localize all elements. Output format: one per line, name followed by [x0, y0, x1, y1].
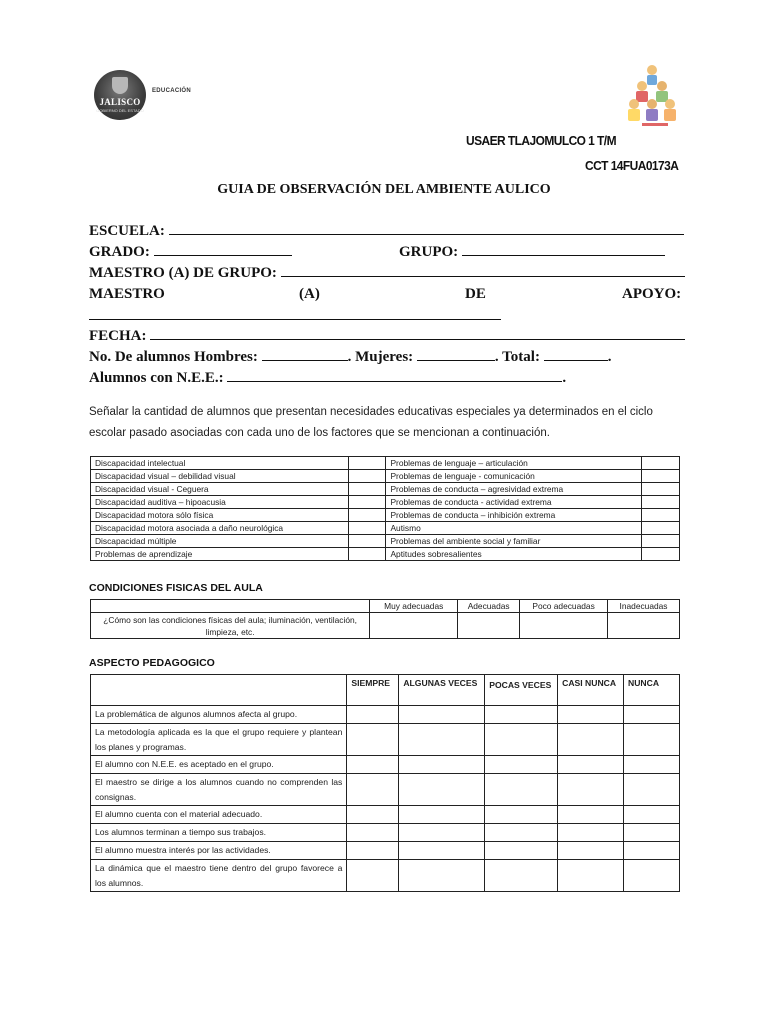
cct-label: CCT 14FUA0173A [585, 158, 679, 173]
pedagogico-statement: El maestro se dirige a los alumnos cuando no comprenden las consignas. [91, 774, 347, 806]
answer-cell[interactable] [399, 706, 485, 724]
condiciones-corner [91, 600, 370, 613]
factor-count-cell[interactable] [642, 509, 680, 522]
factor-count-cell[interactable] [642, 548, 680, 561]
col-pocas-veces: POCAS VECES [485, 675, 558, 706]
answer-cell[interactable] [558, 724, 624, 756]
factor-label: Problemas de lenguaje – articulación [386, 457, 642, 470]
answer-cell[interactable] [399, 842, 485, 860]
maestro-a-label: (A) [299, 286, 320, 302]
logo-subtext: GOBIERNO DEL ESTADO [96, 108, 144, 113]
answer-cell[interactable] [347, 806, 399, 824]
factor-label: Discapacidad auditiva – hipoacusia [91, 496, 349, 509]
fecha-blank[interactable] [150, 327, 685, 340]
maestro-grupo-blank[interactable] [281, 264, 685, 277]
answer-cell[interactable] [624, 774, 680, 806]
factor-count-cell[interactable] [348, 509, 386, 522]
grado-blank[interactable] [154, 243, 292, 256]
answer-cell[interactable] [399, 756, 485, 774]
answer-cell[interactable] [624, 842, 680, 860]
factor-row [91, 548, 680, 561]
answer-cell[interactable] [485, 756, 558, 774]
condiciones-table [90, 599, 680, 639]
instructions-text: Señalar la cantidad de alumnos que presentan necesidades educativas especiales ya determinados en el ciclo escolar pasado asociadas con cada uno de los factores que se mencionan a continuación. [89, 406, 653, 439]
answer-cell[interactable] [485, 774, 558, 806]
answer-cell[interactable] [347, 706, 399, 724]
factor-label: Autismo [386, 522, 642, 535]
factor-row [91, 509, 680, 522]
factor-label: Problemas de lenguaje - comunicación [386, 470, 642, 483]
escuela-label: ESCUELA: [89, 223, 165, 239]
answer-cell[interactable] [520, 613, 608, 639]
answer-cell[interactable] [485, 706, 558, 724]
escuela-blank[interactable] [169, 222, 684, 235]
alumnos-nee-line [89, 369, 566, 387]
factor-count-cell[interactable] [642, 457, 680, 470]
children-pyramid-icon [622, 62, 688, 128]
grado-line [89, 243, 292, 261]
factor-count-cell[interactable] [642, 535, 680, 548]
pedagogico-statement: El alumno muestra interés por las actividades. [91, 842, 347, 860]
factor-label: Discapacidad visual - Ceguera [91, 483, 349, 496]
grupo-label: GRUPO: [399, 244, 459, 260]
answer-cell[interactable] [485, 724, 558, 756]
logo-text: JALISCO [99, 97, 141, 107]
mujeres-blank[interactable] [417, 348, 495, 361]
factor-label: Aptitudes sobresalientes [386, 548, 642, 561]
answer-cell[interactable] [347, 724, 399, 756]
factor-label: Problemas de aprendizaje [91, 548, 349, 561]
factor-count-cell[interactable] [348, 496, 386, 509]
col-poco-adecuadas: Poco adecuadas [520, 600, 608, 613]
pedagogico-statement: El alumno cuenta con el material adecuado. [91, 806, 347, 824]
answer-cell[interactable] [558, 706, 624, 724]
pedagogico-statement: La problemática de algunos alumnos afecta al grupo. [91, 706, 347, 724]
grupo-line [399, 243, 665, 261]
answer-cell[interactable] [558, 756, 624, 774]
factor-label: Discapacidad intelectual [91, 457, 349, 470]
factor-label: Problemas de conducta – agresividad extrema [386, 483, 642, 496]
factor-count-cell[interactable] [348, 535, 386, 548]
answer-cell[interactable] [558, 774, 624, 806]
pedagogico-row [91, 756, 680, 774]
answer-cell[interactable] [624, 860, 680, 892]
pedagogico-table [90, 674, 680, 892]
pedagogico-row [91, 842, 680, 860]
pedagogico-row [91, 860, 680, 892]
pedagogico-statement: El alumno con N.E.E. es aceptado en el grupo. [91, 756, 347, 774]
condiciones-title: CONDICIONES FISICAS DEL AULA [89, 582, 263, 594]
factor-label: Problemas de conducta – inhibición extrema [386, 509, 642, 522]
col-casi-nunca: CASI NUNCA [558, 675, 624, 706]
maestro-grupo-line [89, 264, 685, 282]
alumnos-nee-blank[interactable] [227, 369, 562, 382]
department-label: EDUCACIÓN [152, 88, 192, 94]
mujeres-label: . Mujeres: [347, 349, 414, 365]
factor-count-cell[interactable] [348, 522, 386, 535]
factor-count-cell[interactable] [348, 470, 386, 483]
no-alumnos-line [89, 348, 611, 366]
grado-label: GRADO: [89, 244, 150, 260]
col-adecuadas: Adecuadas [458, 600, 520, 613]
answer-cell[interactable] [608, 613, 680, 639]
answer-cell[interactable] [558, 806, 624, 824]
answer-cell[interactable] [399, 724, 485, 756]
total-blank[interactable] [544, 348, 608, 361]
factor-count-cell[interactable] [642, 483, 680, 496]
fecha-label: FECHA: [89, 328, 147, 344]
factor-row [91, 496, 680, 509]
answer-cell[interactable] [624, 756, 680, 774]
pedagogico-title: ASPECTO PEDAGOGICO [89, 657, 215, 669]
col-nunca: NUNCA [624, 675, 680, 706]
pedagogico-row [91, 806, 680, 824]
answer-cell[interactable] [558, 842, 624, 860]
escuela-line [89, 222, 684, 240]
col-siempre: SIEMPRE [347, 675, 399, 706]
col-algunas-veces: ALGUNAS VECES [399, 675, 485, 706]
factor-label: Discapacidad múltiple [91, 535, 349, 548]
maestro-apoyo-blank[interactable] [89, 306, 501, 320]
end-dot-2: . [562, 370, 567, 386]
factor-label: Discapacidad motora sólo física [91, 509, 349, 522]
factor-label: Discapacidad visual – debilidad visual [91, 470, 349, 483]
hombres-blank[interactable] [262, 348, 348, 361]
factor-row [91, 522, 680, 535]
factor-label: Discapacidad motora asociada a daño neurológica [91, 522, 349, 535]
condiciones-question: ¿Cómo son las condiciones físicas del aula; iluminación, ventilación, limpieza, etc. [91, 613, 370, 639]
factor-row [91, 470, 680, 483]
pedagogico-statement: Los alumnos terminan a tiempo sus trabajos. [91, 824, 347, 842]
factor-count-cell[interactable] [642, 496, 680, 509]
pedagogico-row [91, 706, 680, 724]
answer-cell[interactable] [347, 774, 399, 806]
answer-cell[interactable] [558, 824, 624, 842]
jalisco-logo [92, 70, 252, 120]
factor-row [91, 457, 680, 470]
answer-cell[interactable] [624, 806, 680, 824]
factor-row [91, 483, 680, 496]
answer-cell[interactable] [399, 806, 485, 824]
factor-count-cell[interactable] [348, 457, 386, 470]
answer-cell[interactable] [458, 613, 520, 639]
answer-cell[interactable] [347, 842, 399, 860]
factor-count-cell[interactable] [348, 483, 386, 496]
answer-cell[interactable] [347, 824, 399, 842]
fecha-line [89, 327, 685, 345]
hombres-label: No. De alumnos Hombres: [89, 349, 258, 365]
pedagogico-statement: La metodología aplicada es la que el grupo requiere y plantean los planes y programas. [91, 724, 347, 756]
answer-cell[interactable] [558, 860, 624, 892]
answer-cell[interactable] [399, 860, 485, 892]
answer-cell[interactable] [347, 756, 399, 774]
total-label: . Total: [494, 349, 540, 365]
answer-cell[interactable] [485, 824, 558, 842]
answer-cell[interactable] [485, 806, 558, 824]
answer-cell[interactable] [399, 774, 485, 806]
pedagogico-corner [91, 675, 347, 706]
answer-cell[interactable] [370, 613, 458, 639]
answer-cell[interactable] [485, 842, 558, 860]
factor-count-cell[interactable] [348, 548, 386, 561]
col-muy-adecuadas: Muy adecuadas [370, 600, 458, 613]
maestro-de-label: DE [465, 286, 486, 302]
maestro-label: MAESTRO [89, 286, 165, 302]
document-title: GUIA DE OBSERVACIÓN DEL AMBIENTE AULICO [217, 182, 551, 197]
pedagogico-row [91, 774, 680, 806]
alumnos-nee-label: Alumnos con N.E.E.: [89, 370, 224, 386]
pedagogico-row [91, 724, 680, 756]
factor-label: Problemas del ambiente social y familiar [386, 535, 642, 548]
pedagogico-statement: La dinámica que el maestro tiene dentro del grupo favorece a los alumnos. [91, 860, 347, 892]
pedagogico-row [91, 824, 680, 842]
factors-table [90, 456, 680, 561]
usaer-label: USAER TLAJOMULCO 1 T/M [466, 133, 616, 148]
answer-cell[interactable] [624, 724, 680, 756]
factor-row [91, 535, 680, 548]
grupo-blank[interactable] [462, 243, 665, 256]
answer-cell[interactable] [624, 824, 680, 842]
factor-label: Problemas de conducta - actividad extrema [386, 496, 642, 509]
factor-count-cell[interactable] [642, 522, 680, 535]
answer-cell[interactable] [485, 860, 558, 892]
apoyo-label: APOYO: [622, 286, 682, 302]
maestro-grupo-label: MAESTRO (A) DE GRUPO: [89, 265, 277, 281]
col-inadecuadas: Inadecuadas [608, 600, 680, 613]
answer-cell[interactable] [347, 860, 399, 892]
jalisco-seal-icon [94, 70, 146, 120]
factor-count-cell[interactable] [642, 470, 680, 483]
answer-cell[interactable] [399, 824, 485, 842]
answer-cell[interactable] [624, 706, 680, 724]
end-dot: . [607, 349, 612, 365]
